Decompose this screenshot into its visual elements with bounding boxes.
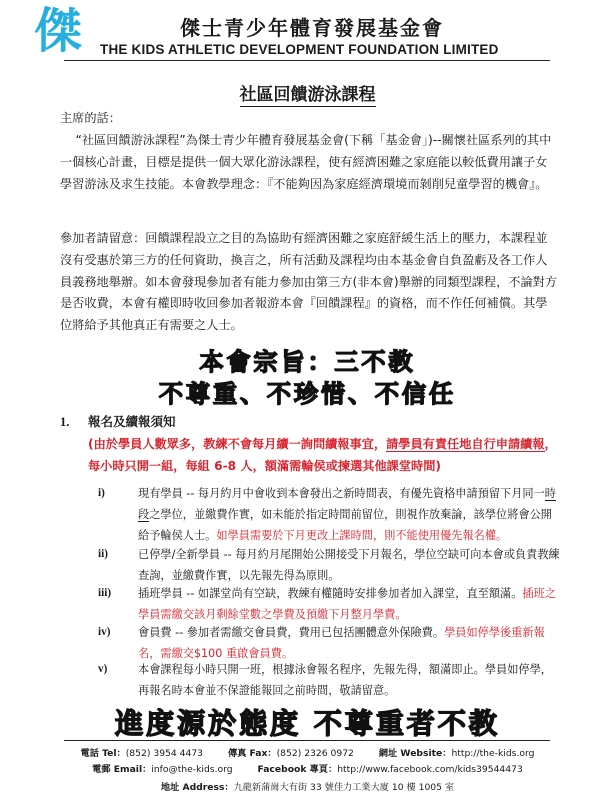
notice-paragraph: 參加者請留意：回饋課程設立之目的為協助有經濟困難之家庭舒緩生活上的壓力，本課程並沒有受惠於第三方的任何資助，換言之，所有活動及課程均由本基金會自負盈虧及各工作人員義務地舉辦。如本會發現參加者有能力參加由第三方(非本會)舉辦的同類型課程，不論對方是否收費，本會有權即時收回參加者報游本會『回饋課程』的資格，而不作任何補償。其學位將給予其他真正有需要之人士。 xyxy=(60,231,558,333)
underlined-renewal: 請學員有責任地自行申請續報 xyxy=(386,437,545,451)
list-item: i) 現有學員 -- 每月約月中會收到本會發出之新時間表，有優先資格申請預留下月同一時段之學位，並繳費作實，如未能於指定時間前留位，則視作放棄論，該學位將會公開給予輪侯人士。如學員需要於下月更改上課時間，則不能使用優先報名權。 xyxy=(98,483,560,546)
red-warning: 如學員需要於下月更改上課時間，則不能使用優先報名權。 xyxy=(216,529,508,542)
footer-address-line: 地址 Address：九龍新蒲崗大有街 33 號佳力工業大廈 10 樓 1005 室 xyxy=(160,782,455,793)
section-heading xyxy=(60,412,176,430)
list-item: iv) 會員費 -- 參加者需繳交會員費，費用已包括團體意外保險費。學員如停學後重新報名，需繳交$100 重啟會員費。 xyxy=(98,622,560,664)
document-title: 社區回饋游泳課程 xyxy=(239,85,376,105)
fax-number: (852) 2326 0972 xyxy=(276,748,354,759)
footer-online-line: 電郵 Email：info@the-kids.org Facebook 專頁：http://www.facebook.com/kids39544473 xyxy=(92,764,523,775)
item-marker: iv) xyxy=(98,626,111,638)
underlined-timeslot: 時段 xyxy=(138,487,556,521)
registration-note: (由於學員人數眾多，教練不會每月續一詢問續報事宜，請學員有責任地自行申請續報，每小時只開一組，每組 6-8 人，額滿需輪侯或揀選其他課堂時間) xyxy=(88,437,557,473)
email-link[interactable]: info@the-kids.org xyxy=(151,764,233,775)
list-item: ii) 已停學/全新學員 -- 每月約月尾開始公開接受下月報名，學位空缺可向本會或負責教練查詢，並繳費作實，以先報先得為原則。 xyxy=(98,544,560,586)
item-marker: ii) xyxy=(98,548,108,560)
header-divider xyxy=(64,60,550,61)
address-text: 九龍新蒲崗大有街 33 號佳力工業大廈 10 樓 1005 室 xyxy=(233,782,455,793)
section-number: 1. xyxy=(60,415,70,429)
intro-label: 主席的話： xyxy=(60,111,121,125)
motto-bottom: 進度源於態度 不尊重者不教 xyxy=(115,707,500,740)
section-title: 報名及續報須知 xyxy=(88,414,176,429)
org-name-en: THE KIDS ATHLETIC DEVELOPMENT FOUNDATION LIMITED xyxy=(100,42,499,57)
footer-contact-line: 電話 Tel：(852) 3954 4473 傳真 Fax：(852) 2326 0972 網址 Website：http://the-kids.org xyxy=(80,748,535,759)
red-warning: 插班之學員需繳交該月剩餘堂數之學費及預繳下月整月學費。 xyxy=(138,587,556,621)
footer-divider xyxy=(64,740,550,741)
item-marker: v) xyxy=(98,663,108,675)
org-name-zh: 傑士青少年體育發展基金會 xyxy=(180,16,444,40)
phone-number: (852) 3954 4473 xyxy=(125,748,204,759)
facebook-link[interactable]: http://www.facebook.com/kids39544473 xyxy=(337,764,523,775)
foundation-logo: 傑 xyxy=(34,3,81,59)
website-link[interactable]: http://the-kids.org xyxy=(451,748,535,759)
red-warning: 學員如停學後重新報名，需繳交$100 重啟會員費。 xyxy=(138,626,545,660)
intro-paragraph: “社區回饋游泳課程”為傑士青少年體育發展基金會(下稱「基金會」)--關懷社區系列的其中一個核心計畫，目標是提供一個大眾化游泳課程，使有經濟困難之家庭能以較低費用讓子女學習游泳及求生技能。本會教學理念：『不能夠因為家庭經濟環境而剝削兒童學習的機會』。 xyxy=(60,133,552,191)
item-marker: i) xyxy=(98,487,105,499)
item-marker: iii) xyxy=(98,587,112,599)
list-item: iii) 插班學員 -- 如課堂尚有空缺，教練有權隨時安排參加者加入課堂，直至額滿。插班之學員需繳交該月剩餘堂數之學費及預繳下月整月學費。 xyxy=(98,583,560,625)
motto-line-1: 本會宗旨：三不教 xyxy=(199,348,416,376)
list-item: v) 本會課程每小時只開一班，根據泳會報名程序，先報先得，額滿即止。學員如停學，再報名時本會並不保證能報回之前時間，敬請留意。 xyxy=(98,659,560,701)
motto-line-2: 不尊重、不珍惜、不信任 xyxy=(159,380,456,408)
